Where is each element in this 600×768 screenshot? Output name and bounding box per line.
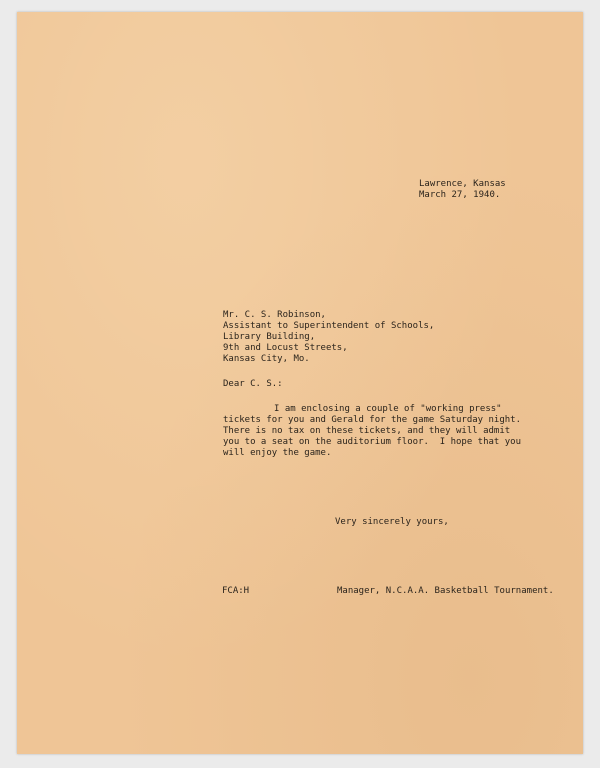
letter-sheet <box>17 12 583 754</box>
address-line: 9th and Locust Streets, <box>223 343 348 353</box>
body-line: tickets for you and Gerald for the game Saturday night. <box>223 415 522 425</box>
reference-initials: FCA:H <box>222 586 250 596</box>
address-line: Kansas City, Mo. <box>223 354 310 364</box>
letter-place: Lawrence, Kansas <box>419 179 506 189</box>
address-line: Mr. C. S. Robinson, <box>223 310 326 320</box>
recipient-address <box>223 310 434 365</box>
date-block <box>419 179 506 201</box>
body-line: will enjoy the game. <box>223 448 332 458</box>
complimentary-close: Very sincerely yours, <box>335 517 449 527</box>
address-line: Library Building, <box>223 332 316 342</box>
body-line: There is no tax on these tickets, and they will admit <box>223 426 511 436</box>
letter-date: March 27, 1940. <box>419 190 501 200</box>
salutation: Dear C. S.: <box>223 379 283 389</box>
address-line: Assistant to Superintendent of Schools, <box>223 321 435 331</box>
body-line: you to a seat on the auditorium floor. I hope that you <box>223 437 522 447</box>
letter-body <box>223 404 522 459</box>
body-line: I am enclosing a couple of "working press" <box>274 404 502 414</box>
signature-title: Manager, N.C.A.A. Basketball Tournament. <box>337 586 554 596</box>
